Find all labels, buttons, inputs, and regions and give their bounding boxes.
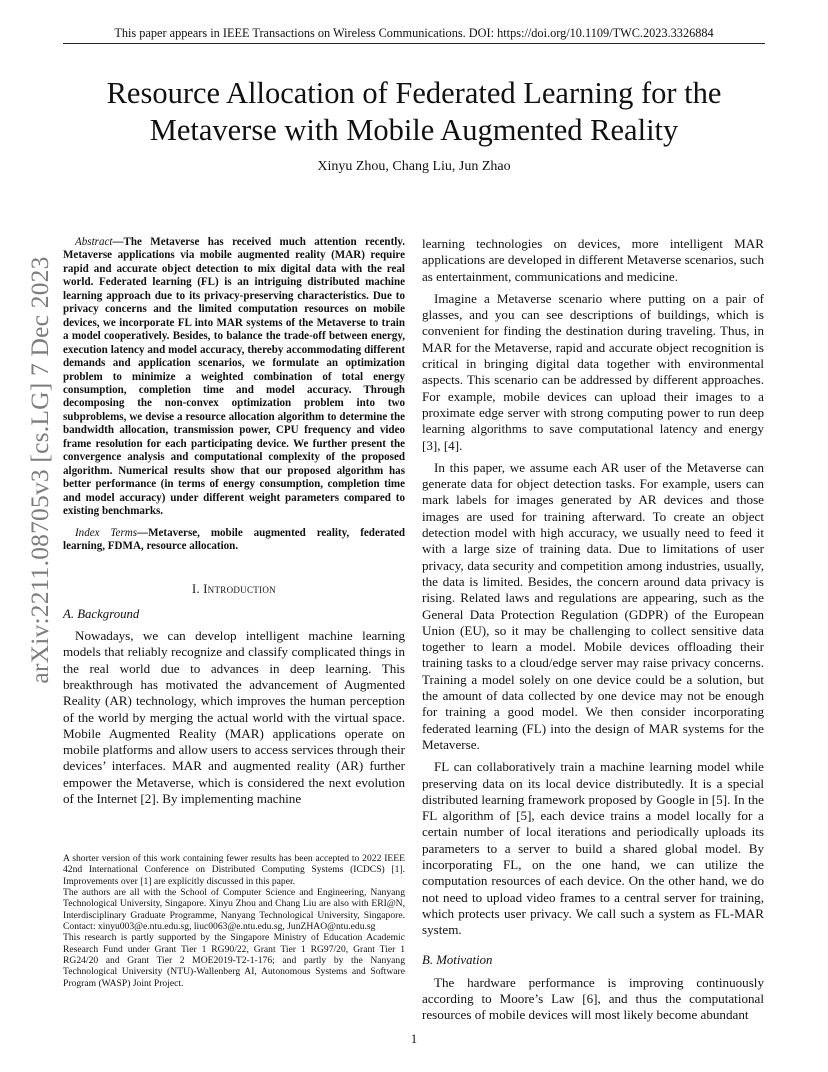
subsection-heading-background: A. Background [63, 606, 140, 621]
arxiv-side-stamp: arXiv:2211.08705v3 [cs.LG] 7 Dec 2023 [25, 256, 54, 684]
page-number: 1 [410, 1032, 418, 1046]
journal-banner: This paper appears in IEEE Transactions on Wireless Communications. DOI: https://doi.org/10.1109/TWC.2023.3326884 [114, 26, 714, 40]
footnote-funding: This research is partly supported by the Singapore Ministry of Education Academic Research Fund under Grant Tier 1 RG90/22, Grant Tier 1 RG97/20, Grant Tier 1 RG24/20 and Grant Tier 2 MOE2019-T2-1-176; and partly by the Nanyang Technological University (NTU)-Wallenberg AI, Autonomous Systems and Software Program (WASP) Joint Project. [63, 932, 405, 989]
subsection-heading-motivation: B. Motivation [422, 953, 493, 968]
footnote-affiliations: The authors are all with the School of Computer Science and Engineering, Nanyang Technological University, Singapore. Xinyu Zhou and Chang Liu are also with ERI@N, Interdisciplinary Graduate Programme, Nanyang Technological University, Singapore. Contact: xinyu003@e.ntu.edu.sg, liuc0063@e.ntu.edu.sg, JunZHAO@ntu.edu.sg [63, 887, 405, 933]
paper-title: Resource Allocation of Federated Learning for the Metaverse with Mobile Augmented Reality [106, 76, 722, 147]
index-terms-lead: Index Terms [75, 526, 138, 539]
paragraph-motivation: The hardware performance is improving continuously according to Moore’s Law [6], and thus the computational resources of mobile devices will most likely become abundant [422, 974, 764, 1023]
abstract-lead: Abstract [75, 236, 113, 248]
footnote-shorter-version: A shorter version of this work containing fewer results has been accepted to 2022 IEEE 42nd International Conference on Distributed Computing Systems (ICDCS) [1]. Improvements over [1] are explicitly discussed in this paper. [63, 853, 405, 887]
footnotes [63, 853, 405, 989]
abstract [63, 236, 405, 519]
index-terms-text: —Metaverse, mobile augmented reality, federated learning, FDMA, resource allocation. [63, 526, 405, 552]
index-terms [63, 527, 405, 554]
left-column [63, 236, 405, 807]
paragraph-continuation: learning technologies on devices, more intelligent MAR applications are developed in different Metaverse scenarios, such as entertainment, communications and medicine. [422, 236, 764, 284]
header-rule [63, 43, 765, 44]
section-heading-introduction: I. Introduction [192, 582, 276, 597]
abstract-text: —The Metaverse has received much attention recently. Metaverse applications via mobile augmented reality (MAR) require rapid and accurate object detection to mix digital data with the real world. Federated learning (FL) is an intriguing distributed machine learning approach due to its privacy-preserving characteristics. Due to privacy concerns and the limited computation resources on mobile devices, we incorporate FL into MAR systems of the Metaverse to train a model cooperatively. Besides, to balance the trade-off between energy, execution latency and model accuracy, thereby accommodating different demands and application scenarios, we formulate an optimization problem to minimize a weighted combination of total energy consumption, completion time and model accuracy. Through decomposing the non-convex optimization problem into two subproblems, we devise a resource allocation algorithm to determine the bandwidth allocation, transmission power, CPU frequency and video frame resolution for each participating device. We further present the convergence analysis and computational complexity of the proposed algorithm. Numerical results show that our proposed algorithm has better performance (in terms of energy consumption, completion time and model accuracy) under different weight parameters compared to existing benchmarks. [63, 236, 405, 518]
intro-paragraph: Nowadays, we can develop intelligent machine learning models that reliably recognize and classify complicated things in the real world due to advances in deep learning. This breakthrough has motivated the advancement of Augmented Reality (AR) technology, which improves the human perception of the world by merging the actual world with the virtual space. Mobile Augmented Reality (MAR) applications operate on mobile platforms and allow users to access services through their devices’ interfaces. MAR and augmented reality (AR) further empower the Metaverse, which is considered the next evolution of the Internet [2]. By implementing machine [63, 628, 405, 806]
paragraph-assumption: In this paper, we assume each AR user of the Metaverse can generate data for object detection tasks. For example, users can mark labels for images generated by AR devices and those images are used for training afterward. To create an object detection model with high accuracy, we usually need to feed it with a large size of training data. Due to limitations of user privacy, data security and competition among industries, usually, the data is limited. Besides, the concern around data privacy is rising. Related laws and regulations are appearing, such as the General Data Protection Regulation (GDPR) of the European Union (EU), so it may be challenging to collect sensitive data together to learn a model. Mobile devices offloading their training tasks to a cloud/edge server may raise privacy concerns. Training a model solely on one device could be a solution, but the amount of data collected by one device may not be enough for training a good model. We then consider incorporating federated learning (FL) into the design of MAR systems for the Metaverse. [422, 459, 764, 752]
paper-authors: Xinyu Zhou, Chang Liu, Jun Zhao [317, 159, 511, 174]
right-column [422, 236, 764, 1024]
paragraph-scenario: Imagine a Metaverse scenario where putting on a pair of glasses, and you can see descriptions of buildings, which is convenient for finding the destination during traveling. Thus, in MAR for the Metaverse, rapid and accurate object recognition is critical in bringing digital data together with environmental aspects. This scenario can be addressed by different approaches. For example, mobile devices can upload their images to a proximate edge server with strong computing power to run deep learning algorithms to save computational latency and energy [3], [4]. [422, 290, 764, 453]
paragraph-fl: FL can collaboratively train a machine learning model while preserving data on its local device distributedly. It is a special distributed learning framework proposed by Google in [5]. In the FL algorithm of [5], each device trains a model locally for a certain number of local iterations and periodically uploads its parameters to a server to build a shared global model. By incorporating FL, on the one hand, we can utilize the computation resources of each device. On the other hand, we do not need to upload video frames to a central server for training, which protects user privacy. We call such a system as FL-MAR system. [422, 759, 764, 938]
